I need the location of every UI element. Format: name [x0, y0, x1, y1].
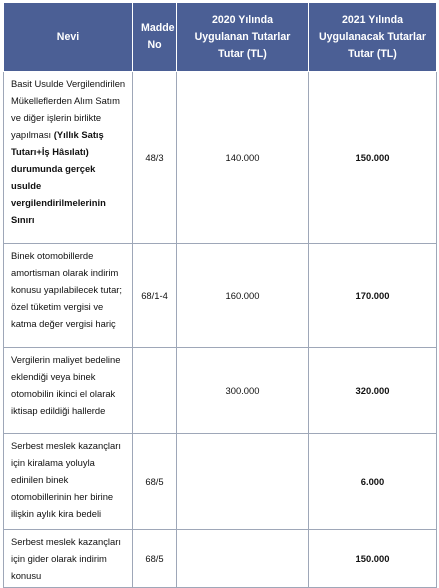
row-value-2020: 300.000	[177, 348, 309, 434]
row-value-2021: 170.000	[309, 244, 437, 348]
header-2020: 2020 Yılında Uygulanan Tutarlar Tutar (TL)	[177, 3, 309, 72]
row-value-2020	[177, 530, 309, 588]
header-2021: 2021 Yılında Uygulanacak Tutarlar Tutar (TL)	[309, 3, 437, 72]
row-value-2021: 150.000	[309, 530, 437, 588]
rates-table	[3, 2, 437, 588]
table-row	[4, 530, 437, 588]
row-description	[4, 72, 133, 244]
table-row	[4, 244, 437, 348]
row-madde: 68/5	[133, 434, 177, 530]
row-madde: 48/3	[133, 72, 177, 244]
table-row	[4, 72, 437, 244]
row-description: Binek otomobillerde amortisman olarak indirim konusu yapılabilecek tutar; özel tüketim vergisi ve katma değer vergisi hariç	[4, 244, 133, 348]
table-row	[4, 434, 437, 530]
row-value-2020: 160.000	[177, 244, 309, 348]
row-value-2020	[177, 434, 309, 530]
header-nevi: Nevi	[4, 3, 133, 72]
row-madde	[133, 348, 177, 434]
description-bold-text: (Yıllık Satış Tutarı+İş Hâsılatı) durumunda gerçek usulde vergilendirilmelerinin Sınırı	[11, 129, 106, 225]
description-text: Basit Usulde Vergilendirilen Mükelleflerden Alım Satım ve diğer işlerin birlikte yapılması	[11, 78, 126, 140]
row-value-2021: 6.000	[309, 434, 437, 530]
header-row	[4, 3, 437, 72]
row-description: Serbest meslek kazançları için gider olarak indirim konusu	[4, 530, 133, 588]
row-value-2020: 140.000	[177, 72, 309, 244]
row-description: Serbest meslek kazançları için kiralama yoluyla edinilen binek otomobillerinin her birine ilişkin aylık kira bedeli	[4, 434, 133, 530]
row-value-2021: 150.000	[309, 72, 437, 244]
header-madde-no: Madde No	[133, 3, 177, 72]
row-value-2021: 320.000	[309, 348, 437, 434]
table-row	[4, 348, 437, 434]
row-description: Vergilerin maliyet bedeline eklendiği veya binek otomobilin ikinci el olarak iktisap edildiği hallerde	[4, 348, 133, 434]
row-madde: 68/1-4	[133, 244, 177, 348]
table-body	[4, 72, 437, 588]
row-madde: 68/5	[133, 530, 177, 588]
table-header	[4, 3, 437, 72]
